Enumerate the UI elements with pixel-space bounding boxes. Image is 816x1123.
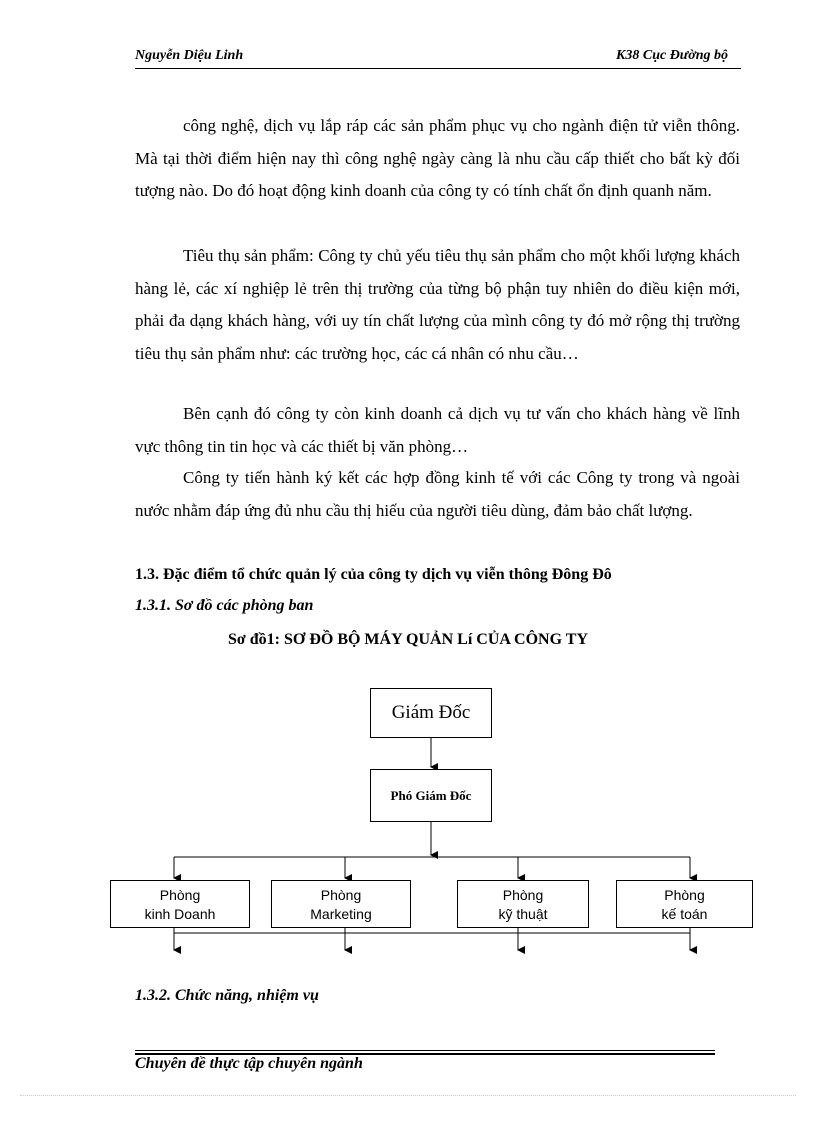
deputy-director-box — [370, 769, 492, 822]
header-rule — [135, 68, 741, 69]
header-author: Nguyễn Diệu Linh — [135, 48, 244, 63]
dept-2-line1: Phòng — [320, 887, 362, 903]
dept-3-line1: Phòng — [502, 887, 544, 903]
dept-1-line2: kinh Doanh — [144, 906, 216, 922]
paragraph-2: Tiêu thụ sản phẩm: Công ty chủ yếu tiêu thụ sản phẩm cho một khối lượng khách hàng lẻ, các xí nghiệp lẻ trên thị trường của từng bộ phận tuy nhiên do điều kiện mới, phải đa dạng khách hàng, với uy tín chất lượng của mình công ty đó mở rộng thị trường tiêu thụ sản phẩm như: các trường học, các cá nhân có nhu cầu… — [135, 246, 740, 363]
director-label: Giám Đốc — [391, 702, 471, 723]
dept-box-business — [110, 880, 250, 928]
dept-4-line1: Phòng — [664, 887, 705, 903]
dept-2-line2: Marketing — [310, 906, 372, 922]
footer-rule-thin — [135, 1050, 715, 1051]
diagram-title: Sơ đồ1: SƠ ĐỒ BỘ MÁY QUẢN Lí CỦA CÔNG TY — [227, 631, 588, 648]
page-footer: Chuyên đề thực tập chuyên ngành — [135, 1055, 363, 1072]
deputy-label: Phó Giám Đốc — [390, 788, 472, 803]
paragraph-2-block — [135, 240, 740, 370]
subsection-heading-1: 1.3.1. Sơ đồ các phòng ban — [135, 597, 314, 614]
dept-box-accounting — [616, 880, 753, 928]
dept-1-line1: Phòng — [159, 887, 201, 903]
director-box — [370, 688, 492, 738]
paragraph-1: công nghệ, dịch vụ lắp ráp các sản phẩm phục vụ cho ngành điện tử viễn thông. Mà tại thời điểm hiện nay thì công nghệ ngày càng là nhu cầu cấp thiết cho bất kỳ đối tượng nào. Do đó hoạt động kinh doanh của công ty có tính chất ổn định quanh năm. — [135, 116, 740, 200]
dept-box-marketing — [271, 880, 411, 928]
paragraph-4-block — [135, 462, 740, 527]
section-heading: 1.3. Đặc điểm tổ chức quản lý của công ty dịch vụ viễn thông Đông Đô — [135, 566, 612, 583]
header-class: K38 Cục Đường bộ — [616, 48, 728, 63]
paragraph-3: Bên cạnh đó công ty còn kinh doanh cả dịch vụ tư vấn cho khách hàng về lĩnh vực thông tin tin học và các thiết bị văn phòng… — [135, 404, 740, 456]
page-header — [135, 48, 740, 68]
dept-3-line2: kỹ thuật — [498, 906, 548, 922]
dept-4-line2: kế toán — [661, 906, 708, 922]
paragraph-1-block — [135, 110, 740, 208]
subsection-heading-2: 1.3.2. Chức năng, nhiệm vụ — [135, 987, 319, 1004]
paragraph-4: Công ty tiến hành ký kết các hợp đồng kinh tế với các Công ty trong và ngoài nước nhằm đáp ứng đủ nhu cầu thị hiếu của người tiêu dùng, đảm bảo chất lượng. — [135, 468, 740, 520]
page-edge-dotted-line — [20, 1095, 796, 1096]
dept-box-technical — [457, 880, 589, 928]
paragraph-3-block — [135, 398, 740, 463]
